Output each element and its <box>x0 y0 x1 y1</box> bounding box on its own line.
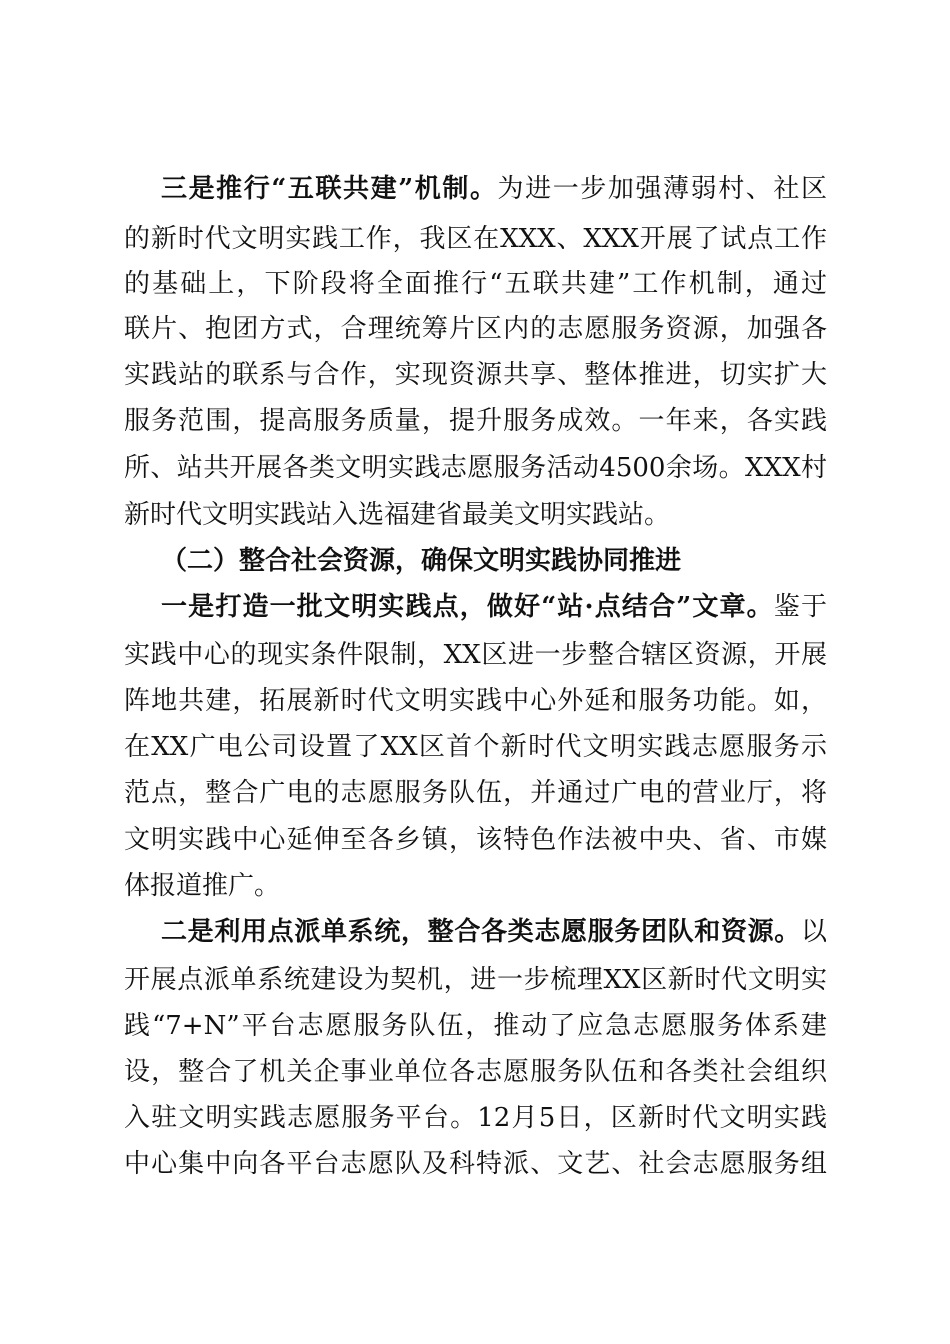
bold-lead: 一是打造一批文明实践点，做好“站·点结合”文章。 <box>161 592 774 622</box>
paragraph-line: 践“7+N”平台志愿服务队伍，推动了应急志愿服务体系建 <box>124 1011 827 1041</box>
paragraph-line: 的基础上，下阶段将全面推行“五联共建”工作机制，通过 <box>124 269 827 299</box>
paragraph-line: 所、站共开展各类文明实践志愿服务活动4500余场。XXX村 <box>124 453 827 483</box>
line-text: 以 <box>800 917 827 947</box>
paragraph-line <box>161 909 827 955</box>
paragraph-line: 阵地共建，拓展新时代文明实践中心外延和服务功能。如， <box>124 686 827 716</box>
section-heading: （二）整合社会资源，确保文明实践协同推进 <box>161 546 682 576</box>
paragraph-line: 新时代文明实践站入选福建省最美文明实践站。 <box>124 500 671 530</box>
paragraph-line: 中心集中向各平台志愿队及科特派、文艺、社会志愿服务组 <box>124 1149 827 1179</box>
paragraph-line: 联片、抱团方式，合理统筹片区内的志愿服务资源，加强各 <box>124 314 827 344</box>
paragraph-line: 范点，整合广电的志愿服务队伍，并通过广电的营业厅，将 <box>124 778 827 808</box>
paragraph-line <box>161 166 827 212</box>
paragraph-line: 设，整合了机关企事业单位各志愿服务队伍和各类社会组织 <box>124 1057 827 1087</box>
bold-lead: 二是利用点派单系统，整合各类志愿服务团队和资源。 <box>161 917 801 947</box>
bold-lead: 三是推行“五联共建”机制。 <box>161 174 498 204</box>
paragraph-line: 的新时代文明实践工作，我区在XXX、XXX开展了试点工作 <box>124 224 827 254</box>
line-text: 鉴于 <box>773 592 827 622</box>
paragraph-line: 实践中心的现实条件限制，XX区进一步整合辖区资源，开展 <box>124 640 827 670</box>
paragraph-line: 实践站的联系与合作，实现资源共享、整体推进，切实扩大 <box>124 360 827 390</box>
paragraph-line: 开展点派单系统建设为契机，进一步梳理XX区新时代文明实 <box>124 965 827 995</box>
paragraph-line <box>161 584 827 630</box>
paragraph-line: 服务范围，提高服务质量，提升服务成效。一年来，各实践 <box>124 406 827 436</box>
paragraph-line: 体报道推广。 <box>124 871 281 901</box>
line-text: 为进一步加强薄弱村、社区 <box>497 174 827 204</box>
paragraph-line: 文明实践中心延伸至各乡镇，该特色作法被中央、省、市媒 <box>124 825 827 855</box>
paragraph-line: 在XX广电公司设置了XX区首个新时代文明实践志愿服务示 <box>124 732 827 762</box>
paragraph-line: 入驻文明实践志愿服务平台。12月5日，区新时代文明实践 <box>124 1103 827 1133</box>
